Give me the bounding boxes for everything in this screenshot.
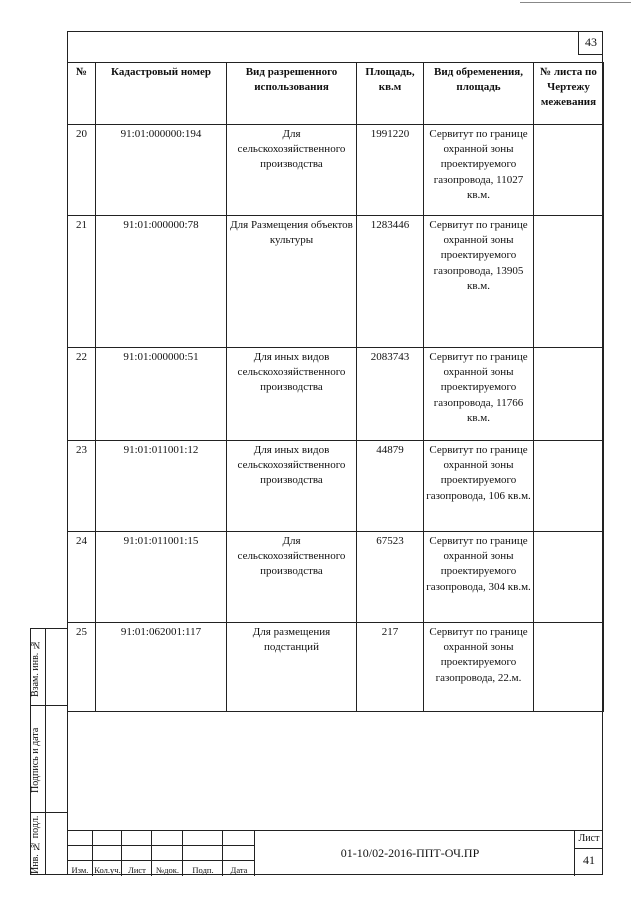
- page-number: 43: [578, 31, 603, 55]
- table-row: [68, 532, 604, 623]
- cell-cadastral-number: 91:01:000000:51: [96, 348, 227, 441]
- sheet-label: Лист: [578, 833, 600, 844]
- side-label-original-inv: Инв. № подл.: [30, 815, 41, 874]
- side-stamp-replacement: [30, 628, 68, 706]
- land-plots-table: [67, 62, 604, 712]
- sheet-number: 41: [583, 853, 595, 867]
- cell-encumbrance: Сервитут по границе охранной зоны проектируемого газопровода, 22.м.: [424, 623, 534, 712]
- cell-row-number: 24: [68, 532, 96, 623]
- stamp-col-signature: Подп.: [192, 865, 214, 875]
- cell-row-number: 23: [68, 441, 96, 532]
- cell-row-number: 25: [68, 623, 96, 712]
- table-row: [68, 125, 604, 216]
- cell-area-value: 44879: [357, 441, 424, 532]
- cell-row-number: 21: [68, 216, 96, 348]
- table-row: [68, 623, 604, 712]
- title-block: [67, 830, 603, 876]
- cell-row-number: 20: [68, 125, 96, 216]
- cell-encumbrance: Сервитут по границе охранной зоны проектируемого газопровода, 11766 кв.м.: [424, 348, 534, 441]
- side-label-replacement-inv: Взам. инв. №: [30, 639, 41, 697]
- cell-area-value: 67523: [357, 532, 424, 623]
- table-row: [68, 216, 604, 348]
- table-header-row: [68, 63, 604, 125]
- side-stamp-original-inv: [30, 812, 68, 875]
- stamp-col-change: Изм.: [71, 865, 89, 875]
- cell-permitted-use: Для сельскохозяйственного производства: [227, 125, 357, 216]
- cell-permitted-use: Для Размещения объектов культуры: [227, 216, 357, 348]
- cell-area-value: 1283446: [357, 216, 424, 348]
- cell-cadastral-number: 91:01:000000:194: [96, 125, 227, 216]
- header-cadastral: Кадастровый номер: [96, 63, 227, 125]
- cell-area-value: 217: [357, 623, 424, 712]
- cell-drawing-sheet: [534, 216, 604, 348]
- stamp-col-doc: №док.: [156, 865, 179, 875]
- header-sheet: № листа по Чертежу межевания: [534, 63, 604, 125]
- cell-cadastral-number: 91:01:000000:78: [96, 216, 227, 348]
- cell-area-value: 2083743: [357, 348, 424, 441]
- cell-drawing-sheet: [534, 623, 604, 712]
- cell-cadastral-number: 91:01:011001:12: [96, 441, 227, 532]
- stamp-col-sheet: Лист: [128, 865, 146, 875]
- cell-cadastral-number: 91:01:062001:117: [96, 623, 227, 712]
- cell-cadastral-number: 91:01:011001:15: [96, 532, 227, 623]
- stamp-col-count: Кол.уч.: [94, 865, 121, 875]
- top-edge-line: [520, 0, 631, 3]
- stamp-col-date: Дата: [230, 865, 248, 875]
- side-label-signature-date: Подпись и дата: [30, 727, 41, 793]
- cell-drawing-sheet: [534, 532, 604, 623]
- cell-row-number: 22: [68, 348, 96, 441]
- cell-encumbrance: Сервитут по границе охранной зоны проектируемого газопровода, 11027 кв.м.: [424, 125, 534, 216]
- cell-encumbrance: Сервитут по границе охранной зоны проектируемого газопровода, 13905 кв.м.: [424, 216, 534, 348]
- cell-drawing-sheet: [534, 125, 604, 216]
- cell-encumbrance: Сервитут по границе охранной зоны проектируемого газопровода, 106 кв.м.: [424, 441, 534, 532]
- header-permitted-use: Вид разрешенного использования: [227, 63, 357, 125]
- header-number: №: [68, 63, 96, 125]
- cell-drawing-sheet: [534, 348, 604, 441]
- cell-permitted-use: Для иных видов сельскохозяйственного производства: [227, 348, 357, 441]
- header-encumbrance: Вид обременения, площадь: [424, 63, 534, 125]
- table-row: [68, 441, 604, 532]
- cell-permitted-use: Для сельскохозяйственного производства: [227, 532, 357, 623]
- cell-area-value: 1991220: [357, 125, 424, 216]
- document-number: 01-10/02-2016-ППТ-ОЧ.ПР: [340, 846, 480, 860]
- cell-drawing-sheet: [534, 441, 604, 532]
- cell-permitted-use: Для иных видов сельскохозяйственного производства: [227, 441, 357, 532]
- cell-encumbrance: Сервитут по границе охранной зоны проектируемого газопровода, 304 кв.м.: [424, 532, 534, 623]
- table-row: [68, 348, 604, 441]
- header-area: Площадь, кв.м: [357, 63, 424, 125]
- cell-permitted-use: Для размещения подстанций: [227, 623, 357, 712]
- side-stamp-signature: [30, 705, 68, 813]
